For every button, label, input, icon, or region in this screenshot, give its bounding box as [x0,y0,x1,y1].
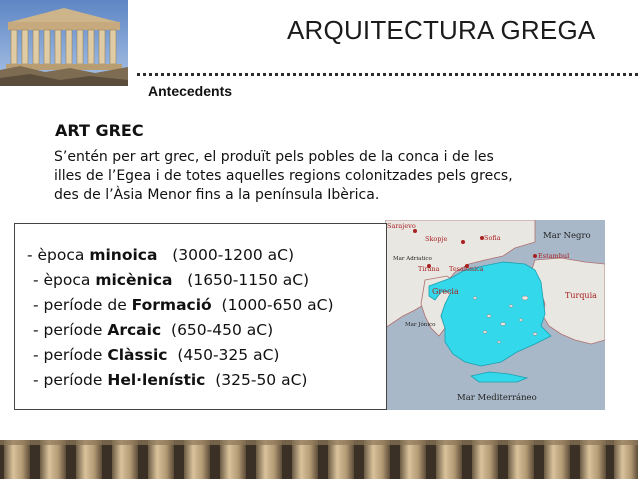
dotted-divider [137,73,638,76]
columns-photo-strip [0,440,638,479]
map-label-mar-adriatico: Mar Adriatico [393,256,432,262]
period-item: - època micènica (1650-1150 aC) [33,271,310,289]
greece-map [385,220,605,410]
art-heading: ART GREC [55,121,144,140]
map-label-sarajevo: Sarajevo [387,222,416,230]
paragraph-line: illes de l’Egea i de totes aquelles regions colonitzades pels grecs, [54,168,513,184]
map-label-turquia: Turquia [565,291,597,300]
map-label-mar-mediterraneo: Mar Mediterráneo [457,393,537,403]
period-item: - període Clàssic (450-325 aC) [33,346,280,364]
section-subtitle: Antecedents [148,83,233,99]
parthenon-photo [0,0,128,86]
city-marker [461,240,465,244]
map-label-tirana: Tirana [418,265,440,273]
period-item: - període Hel·lenístic (325-50 aC) [33,371,308,389]
period-item: - època minoica (3000-1200 aC) [27,246,295,264]
period-item: - període de Formació (1000-650 aC) [33,296,334,314]
period-item: - període Arcaic (650-450 aC) [33,321,274,339]
art-paragraph [54,148,614,205]
page-title: ARQUITECTURA GREGA [287,15,596,45]
map-label-skopje: Skopje [425,235,448,243]
paragraph-line: S’entén per art grec, el produït pels pobles de la conca i de les [54,149,494,165]
map-label-sofia: Sofia [484,234,501,242]
city-marker [533,254,537,258]
paragraph-line: des de l’Àsia Menor fins a la península Ibèrica. [54,187,380,203]
map-label-estambul: Estambul [538,252,570,260]
map-label-tesalonica: Tesalónica [449,265,484,273]
map-label-mar-jonico: Mar Jónico [405,322,436,328]
map-label-grecia: Grecia [432,287,459,296]
map-label-mar-negre: Mar Negro [543,231,591,241]
periods-box [14,223,387,410]
